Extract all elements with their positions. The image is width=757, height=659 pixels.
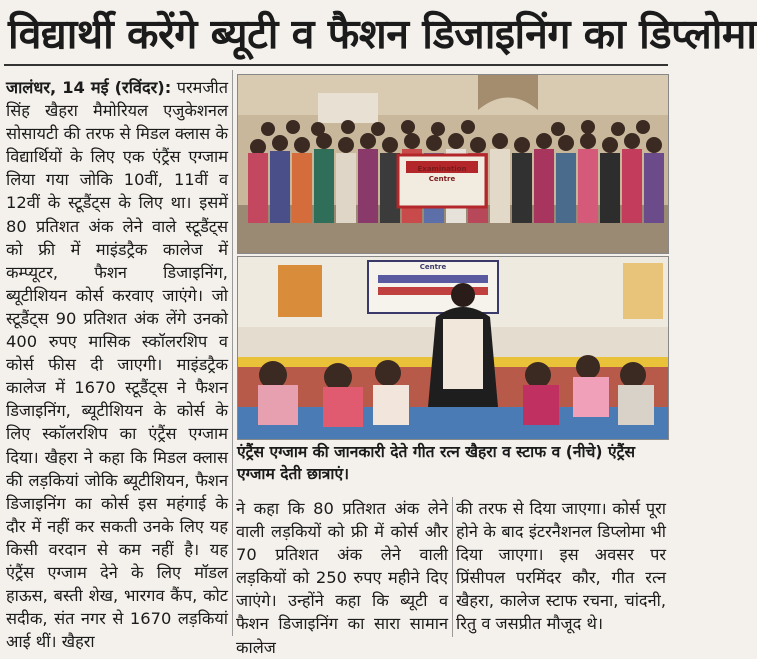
group-photo-image (238, 75, 668, 253)
headline-rule (4, 64, 668, 66)
photo-caption: एंट्रैंस एग्जाम की जानकारी देते गीत रत्न खैहरा व स्टाफ व (नीचे) एंट्रैंस एग्जाम देती छात्राएं। (237, 443, 635, 483)
dateline: जालंधर, 14 मई (रविंदर): (6, 78, 172, 97)
banner-line-2: Centre (428, 175, 456, 183)
classroom-photo-image (238, 257, 668, 439)
classroom-photo (237, 256, 669, 440)
article-column-3: की तरफ से दिया जाएगा। कोर्स पूरा होने के बाद इंटरनैशनल डिप्लोमा भी दिया जाएगा। इस अवसर पर प्रिंसीपल परमिंदर कौर, गीत रत्न खैहरा, कालेज स्टाफ रचना, चांदनी, रितु व जसप्रीत मौजूद थे। (456, 499, 666, 634)
article-column-1 (6, 76, 228, 652)
column-divider-1 (232, 70, 233, 636)
banner-line-1: Examination (417, 165, 467, 173)
article-text-1: परमजीत सिंह खैहरा मैमोरियल एजुकेशनल सोसायटी की तरफ से मिडल क्लास के विद्यार्थियों के लिए एक एंट्रैंस एग्जाम लिया गया जोकि 10वीं, 11वीं व 12वीं के स्टूडैंट्स के लिए था। इसमें 80 प्रतिशत अंक लेने वाले स्टूडैंट्स को फ्री में माइंडट्रैक कालेज में कम्प्यूटर, फैशन डिजाइनिंग, ब्यूटीशियन कोर्स करवाए जाएंगे। जो स्टूडैंट्स 90 प्रतिशत अंक लेंगे उनको 400 रुपए मासिक स्कॉलरशिप व कोर्स फीस दी जाएगी। माइंडट्रैक कालेज में 1670 स्टूडैंट्स ने फैशन डिजाइनिंग, ब्यूटीशियन के कोर्स के लिए स्कॉलरशिप का एंट्रैंस एग्जाम दिया। खैहरा ने कहा कि मिडल क्लास की लड़कियां जोकि ब्यूटीशियन, फैशन डिजाइनिंग का कोर्स इस महंगाई के दौर में नहीं कर सकती उनके लिए यह किसी वरदान से कम नहीं है। यह एंट्रैंस एग्जाम देने के लिए मॉडल हाऊस, बस्ती शेख, भारगव कैंप, कोट सदीक, संत नगर से 1670 लड़कियां आई थीं। खैहरा (6, 78, 228, 652)
classroom-sign: Centre (419, 263, 447, 271)
group-photo (237, 74, 669, 254)
headline: विद्यार्थी करेंगे ब्यूटी व फैशन डिजाइनिंग का डिप्लोमा (8, 10, 757, 58)
article-column-2: ने कहा कि 80 प्रतिशत अंक लेने वाली लड़कियों को फ्री में कोर्स और 70 प्रतिशत अंक लेने वाली लड़कियों को 250 रुपए महीने दिए जाएंगे। उन्होंने कहा कि ब्यूटी व फैशन डिजाइनिंग का सारा सामान कालेज (236, 499, 448, 657)
column-divider-2 (452, 497, 453, 637)
